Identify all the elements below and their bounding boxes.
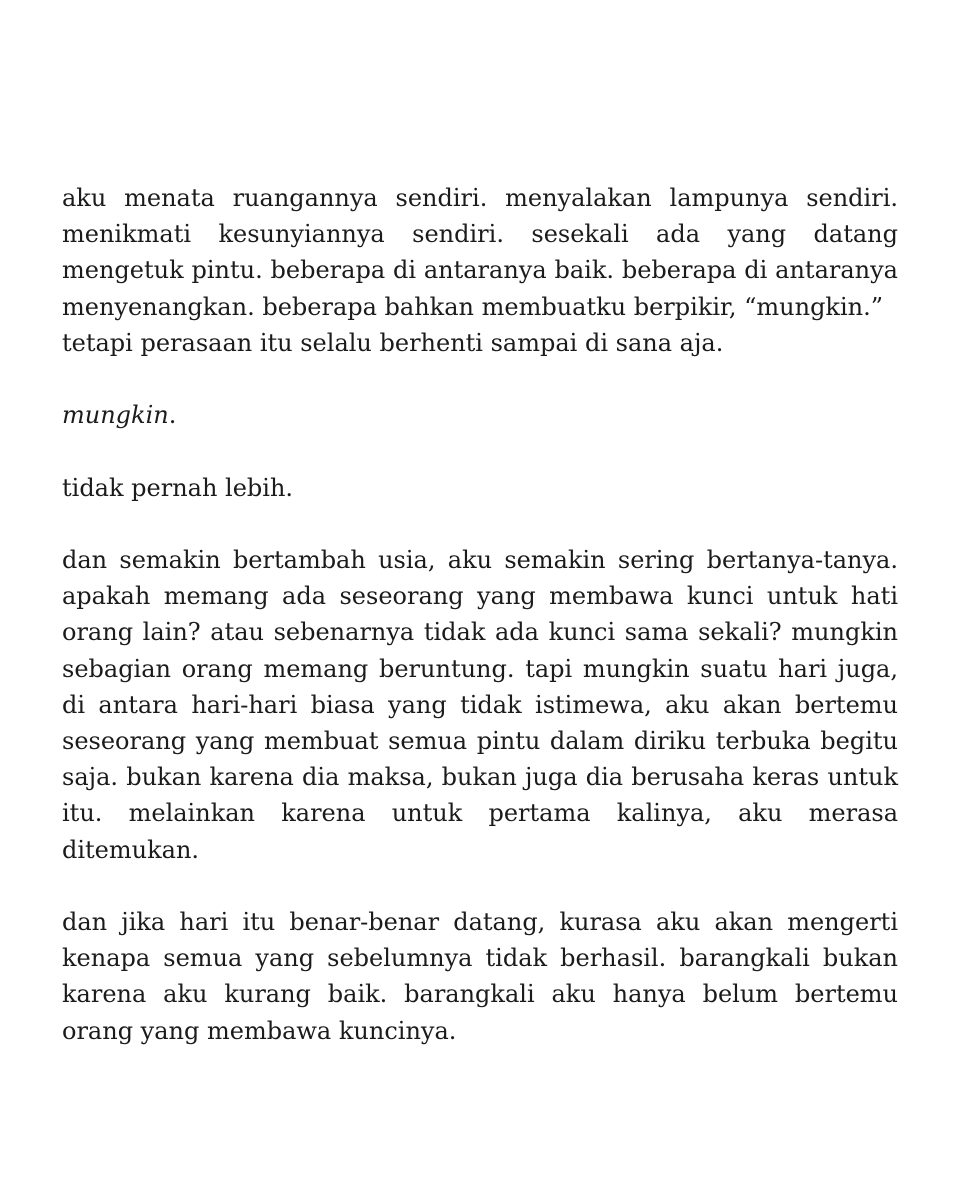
italic-word: mungkin [62, 401, 169, 430]
paragraph-2 [62, 397, 898, 433]
paragraph-3 [62, 470, 898, 506]
paragraph-5 [62, 904, 898, 1049]
period: . [168, 401, 177, 430]
paragraph-3-text: tidak pernah lebih. [62, 473, 294, 502]
paragraph-4 [62, 542, 898, 868]
paragraph-5-text: dan jika hari itu benar-benar datang, kurasa aku akan mengerti kenapa semua yang sebelumnya tidak berhasil. barangkali bukan karena aku kurang baik. barangkali aku hanya belum bertemu orang yang membawa kuncinya. [62, 908, 898, 1045]
paragraph-1-text: aku menata ruangannya sendiri. menyalakan lampunya sendiri. menikmati kesunyiannya sendiri. sesekali ada yang datang mengetuk pintu. beberapa di antaranya baik. beberapa di antaranya menyenangkan. beberapa bahkan membuatku berpikir, “mungkin.” [62, 184, 898, 321]
paragraph-1-closing-line: tetapi perasaan itu selalu berhenti sampai di sana aja. [62, 328, 724, 357]
paragraph-1 [62, 180, 898, 361]
paragraph-4-text: dan semakin bertambah usia, aku semakin sering bertanya-tanya. apakah memang ada seseorang yang membawa kunci untuk hati orang lain? atau sebenarnya tidak ada kunci sama sekali? mungkin sebagian orang memang beruntung. tapi mungkin suatu hari juga, di antara hari-hari biasa yang tidak istimewa, aku akan bertemu seseorang yang membuat semua pintu dalam diriku terbuka begitu saja. bukan karena dia maksa, bukan juga dia berusaha keras untuk itu. melainkan karena untuk pertama kalinya, aku merasa ditemukan. [62, 545, 898, 864]
text-page [62, 180, 898, 1049]
